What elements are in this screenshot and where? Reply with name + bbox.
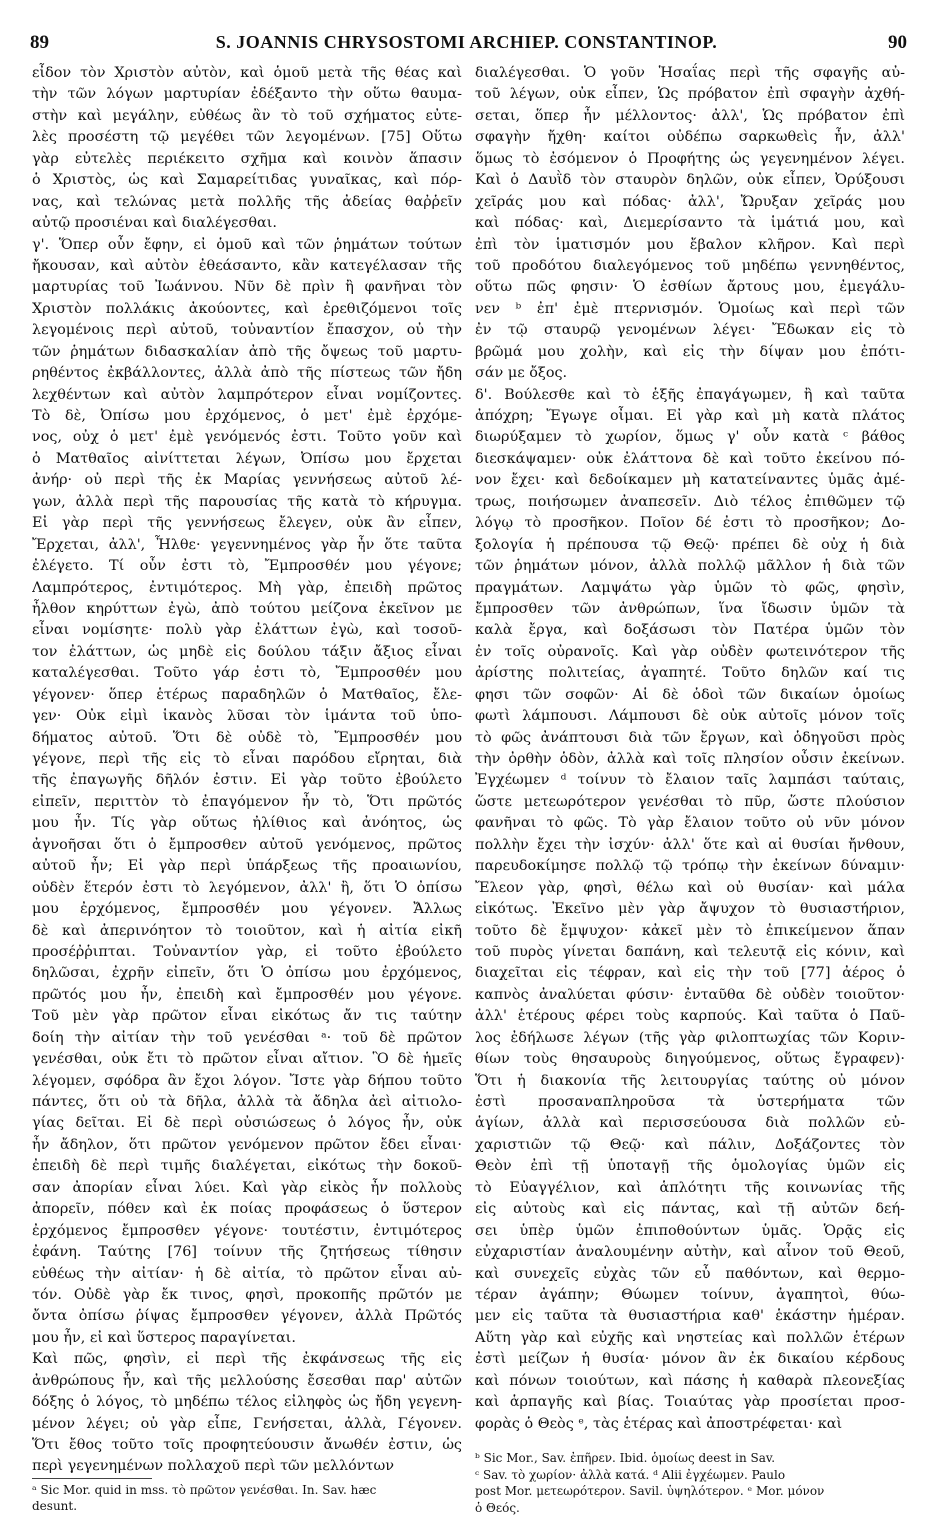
text-line: καὶ πόνων τοιούτων, καὶ πάσης ἡ καθαρὰ πλεονεξίας <box>475 1372 905 1389</box>
page-number-left: 89 <box>30 32 49 53</box>
text-line: νον ἔχει· καὶ δεδοίκαμεν μὴ κατατείναντες ὑμᾶς ἀμέ- <box>475 472 905 489</box>
text-line: ὁ Ματθαῖος αἰνίττεται λέγων, Ὀπίσω μου ἔρχεται <box>32 450 462 467</box>
text-line: Εἰ γὰρ περὶ τῆς γεννήσεως ἔλεγεν, οὐκ ἂν εἶπεν, <box>32 515 462 532</box>
text-line: σεται, ὅπερ ἦν μέλλοντος· ἀλλ', Ὡς πρόβατον ἐπὶ <box>475 107 905 124</box>
text-line: τον ἐλάττων, ὡς μηδὲ εἰς δούλου τάξιν ἄξιος εἶναι <box>32 643 462 660</box>
text-line: Ἐγχέωμεν ᵈ τοίνυν τὸ ἔλαιον ταῖς λαμπάσι ταύταις, <box>475 772 905 789</box>
text-line: σάν με ὄξος. <box>475 365 568 382</box>
text-line: Καὶ πῶς, φησὶν, εἰ περὶ τῆς ἐκφάνσεως τῆς εἰς <box>32 1351 462 1368</box>
text-line: φανῆναι τὸ φῶς. Τὸ γὰρ ἔλαιον τοῦτο οὐ νῦν μόνον <box>475 815 905 832</box>
footnote-rule <box>32 1478 152 1479</box>
text-line: Καὶ ὁ Δαυῒδ τὸν σταυρὸν δηλῶν, οὐκ εἶπεν, Ὀρύξουσι <box>475 172 905 189</box>
text-line: ἤκουσαν, καὶ αὐτὸν ἐθεάσαντο, κἂν κατεγέλασαν τῆς <box>32 257 462 274</box>
text-line: Ὅτι ἔθος τοῦτο τοῖς προφητεύουσιν ἄνωθέν ἐστιν, ὡς <box>32 1437 462 1453</box>
text-line: ὄντα ὀπίσω ῥίψας ἔμπροσθεν γέγονεν, ἀλλὰ Πρῶτός <box>32 1308 462 1325</box>
text-line: ὥστε μετεωρότερον γενέσθαι τὸ πῦρ, ὥστε πλούσιον <box>475 793 905 810</box>
text-line: Λαμπρότερος, ἐντιμότερος. Μὴ γὰρ, ἐπειδὴ πρῶτος <box>32 579 462 596</box>
text-line: Αὕτη γὰρ καὶ εὐχῆς καὶ νηστείας καὶ πολλῶν ἑτέρων <box>475 1329 905 1346</box>
text-line: τοῦ προδότου διαλεγόμενος τοῦ μηδέπω γεννηθέντος, <box>475 257 905 274</box>
text-line: τοῦ πυρὸς γίνεται δαπάνη, καὶ τελευτᾷ εἰς κόνιν, καὶ <box>475 943 905 960</box>
text-line: Θεὸν ἐπὶ τῇ ὑποταγῇ τῆς ὁμολογίας ὑμῶν εἰς <box>475 1158 905 1175</box>
text-line: περὶ γεγενημένων πολλαχοῦ περὶ τῶν μελλόντων <box>32 1458 394 1475</box>
footnotes-right <box>475 1450 905 1516</box>
text-line: νος, οὐχ ὁ μετ' ἐμὲ γενόμενός ἐστι. Τοῦτο γοῦν καὶ <box>32 429 462 446</box>
text-line: λὲς προσέστη τῷ μεγέθει τῶν λεγομένων. [75] Οὕτω <box>32 129 462 146</box>
text-line: ρηθέντος ἐκβάλλοντες, ἀλλὰ ἀπὸ τῆς πίστεως τῶν ἤδη <box>32 365 462 382</box>
text-line: ἐλέγετο. Τί οὖν ἐστι τὸ, Ἔμπροσθέν μου γέγονε; <box>32 558 462 575</box>
text-line: πολλὴν ἔχει τὴν ἰσχύν· ἀλλ' ὅτε καὶ αἱ θυσίαι ἤνθουν, <box>475 836 905 853</box>
text-line: τῶν ῥημάτων διδασκαλίαν ἀπὸ τῆς ὄψεως τοῦ μαρτυ- <box>32 343 462 360</box>
text-line: εἶδον τὸν Χριστὸν αὐτὸν, καὶ ὁμοῦ μετὰ τῆς θέας καὶ <box>32 65 462 81</box>
text-line: μου ἐρχόμενος, ἔμπροσθέν μου γέγονεν. Ἄλλως <box>32 901 462 918</box>
text-line: ἦλθον κηρύττων ἐγὼ, ἀπὸ τούτου μείζονα ἐκεῖνον με <box>32 600 462 617</box>
text-line: γ'. Ὅπερ οὖν ἔφην, εἰ ὁμοῦ καὶ τῶν ῥημάτων τούτων <box>32 236 462 253</box>
text-line: φησι τῶν σοφῶν· Αἱ δὲ ὁδοὶ τῶν δικαίων ὁμοίως <box>475 686 905 703</box>
text-line: τῶν ῥημάτων μόνον, ἀλλὰ πολλῷ μᾶλλον ἡ διὰ τῶν <box>475 558 905 575</box>
footnote-line: post Mor. μετεωρότερον. Savil. ὑψηλότερον. ᵉ Mor. μόνον <box>475 1484 825 1498</box>
text-line: τὸ Εὐαγγέλιον, καὶ ἁπλότητι τῆς κοινωνίας τῆς <box>475 1179 905 1196</box>
right-column <box>475 63 905 1435</box>
text-line: αὐτοῦ ἦν; Εἰ γὰρ περὶ ὑπάρξεως τῆς προαιωνίου, <box>32 858 462 875</box>
text-line: καὶ συνεχεῖς εὐχὰς τῶν εὖ παθόντων, καὶ θερμο- <box>475 1265 905 1282</box>
text-line: γέγονε, περὶ τῆς εἰς τὸ εἶναι παρόδου εἴρηται, διὰ <box>32 751 462 767</box>
text-line: βρῶμά μου χολὴν, καὶ εἰς τὴν δίψαν μου ἐπότι- <box>475 343 905 360</box>
text-line: προσέῤῥιπται. Τοὐναντίον γὰρ, εἰ τοῦτο ἐβούλετο <box>32 943 462 960</box>
text-line: ἐφάνη. Ταύτης [76] τοίνυν τῆς ζητήσεως τίθησιν <box>32 1244 462 1261</box>
text-line: μένον λέγει; οὐ γὰρ εἶπε, Γενήσεται, ἀλλὰ, Γέγονεν. <box>32 1415 462 1432</box>
text-line: λεγομένοις περὶ αὐτοῦ, τοὐναντίον ἔπασχον, οὐ τὴν <box>32 322 462 339</box>
text-line: ἦν ἄδηλον, ὅτι πρῶτον γενόμενον πρῶτον ἔδει εἶναι· <box>32 1136 462 1153</box>
text-line: γενέσθαι, οὐκ ἔτι τὸ πρῶτον εἶναι αἴτιον. Ὃ δὲ ἡμεῖς <box>32 1051 462 1068</box>
text-line: μαρτυρίας τοῦ Ἰωάννου. Νῦν δὲ πρὶν ἢ φανῆναι τὸν <box>32 279 462 296</box>
text-line: ἐν τοῖς οὐρανοῖς. Καὶ γὰρ οὐδὲν φωτεινότερον τῆς <box>475 643 905 660</box>
text-line: εὐθέως τὴν αἰτίαν· ἡ δὲ αἰτία, τὸ πρῶτον εἶναι αὐ- <box>32 1265 462 1282</box>
footnote-line: ὁ Θεός. <box>475 1500 520 1515</box>
text-line: τοῦτο δὲ ἔμψυχον· κἀκεῖ μὲν τὸ ἐπικείμενον ἅπαν <box>475 922 905 939</box>
text-line: δήματος αὐτοῦ. Ὅτι δὲ οὐδὲ τὸ, Ἔμπροσθέν μου <box>32 729 462 746</box>
text-line: Τοῦ μὲν γὰρ πρῶτον εἶναι εἰκότως ἄν τις ταύτην <box>32 1008 462 1025</box>
footnote-line: desunt. <box>32 1499 78 1513</box>
text-line: Ἔλεον γὰρ, φησὶ, θέλω καὶ οὐ θυσίαν· καὶ μάλα <box>475 879 905 896</box>
text-line: ἀλλ' ἑτέρους φέρει τοὺς καρπούς. Καὶ ταῦτα ὁ Παῦ- <box>475 1008 905 1025</box>
text-line: Χριστὸν πολλάκις ἀκούοντες, καὶ ἐρεθιζόμενοι τοῖς <box>32 300 462 317</box>
running-title: S. JOANNIS CHRYSOSTOMI ARCHIEP. CONSTANTINOP. <box>215 32 718 52</box>
text-line: διαχεῖται εἰς τέφραν, καὶ εἰς τὴν τοῦ [77] ἀέρος ὁ <box>475 965 905 982</box>
text-line: νας, καὶ τελώνας μετὰ πολλῆς τῆς ἀδείας θαῤῥεῖν <box>32 193 462 210</box>
text-line: δηλῶσαι, ἐχρῆν εἰπεῖν, ὅτι Ὁ ὀπίσω μου ἐρχόμενος, <box>32 965 462 982</box>
text-line: ἁγίων, ἀλλὰ καὶ περισσεύουσα διὰ πολλῶν εὐ- <box>475 1115 905 1132</box>
text-line: πάντες, ὅτι οὐ τὰ δῆλα, ἀλλὰ τὰ ἄδηλα ἀεὶ αἰτιολο- <box>32 1094 462 1110</box>
text-line: οὕτω πῶς φησιν· Ὁ ἐσθίων ἄρτους μου, ἐμεγάλυ- <box>475 279 905 296</box>
text-line: εἰπεῖν, περιττὸν τὸ ἐπαγόμενον ἦν τὸ, Ὅτι πρῶτός <box>32 793 462 810</box>
footnotes-left <box>32 1482 462 1514</box>
text-line: σει ὑπὲρ ὑμῶν ἐπιποθούντων ὑμᾶς. Ὁρᾷς εἰς <box>475 1222 905 1239</box>
text-line: ἐν τῷ σταυρῷ γενομένων λέγει· Ἔδωκαν εἰς τὸ <box>475 322 905 339</box>
text-line: ἐπὶ τὸν ἱματισμόν μου ἔβαλον κλῆρον. Καὶ περὶ <box>475 236 905 253</box>
text-line: γὰρ εὐτελὲς περιέκειτο σχῆμα καὶ κοινὸν ἅπασιν <box>32 150 462 167</box>
footnote-line: ᵇ Sic Mor., Sav. ἐπῆρεν. Ibid. ὁμοίως deest in Sav. <box>475 1451 776 1465</box>
text-line: αὐτῷ προσιέναι καὶ διαλέγεσθαι. <box>32 215 277 232</box>
text-line: φορὰς ὁ Θεὸς ᵉ, τὰς ἑτέρας καὶ ἀποστρέφεται· καὶ <box>475 1415 843 1432</box>
text-line: οὐδὲν ἕτερόν ἐστι τὸ λεγόμενον, ἀλλ' ἢ, ὅτι Ὁ ὀπίσω <box>32 879 462 896</box>
text-line: καλὰ ἔργα, καὶ δοξάσωσι τὸν Πατέρα ὑμῶν τὸν <box>475 622 905 639</box>
footnote-line: ᶜ Sav. τὸ χωρίον· ἀλλὰ κατά. ᵈ Alii ἐγχέωμεν. Paulo <box>475 1467 786 1482</box>
text-line: δ'. Βούλεσθε καὶ τὸ ἑξῆς ἐπαγάγωμεν, ἢ καὶ ταῦτα <box>475 386 905 403</box>
text-line: τὴν ὀρθὴν ὁδὸν, ἀλλὰ καὶ τοῖς πλησίον οὖσιν ἐκείνων. <box>475 751 905 767</box>
text-line: ἀπόχρη; Ἔγωγε οἶμαι. Εἰ γὰρ καὶ μὴ κατὰ πλάτος <box>475 408 905 424</box>
text-line: ὁ Χριστὸς, ὡς καὶ Σαμαρείτιδας γυναῖκας, καὶ πόρ- <box>32 172 462 189</box>
text-line: στὴν καὶ μεγάλην, εὐθέως ἂν τὸ τοῦ σχήματος εὐτε- <box>32 107 462 124</box>
text-line: τῆς ἐπαγωγῆς δῆλόν ἐστιν. Εἰ γὰρ τοῦτο ἐβούλετο <box>32 772 462 789</box>
text-line: χαριστιῶν τῷ Θεῷ· καὶ πάλιν, Δοξάζοντες τὸν <box>475 1136 905 1153</box>
text-line: λος ἐδήλωσε λέγων (τῆς γὰρ φιλοπτωχίας τῶν Κοριν- <box>475 1029 905 1046</box>
text-line: καπνὸς ἀναλύεται φύσιν· ἐνταῦθα δὲ οὐδὲν τοιοῦτον· <box>475 986 905 1003</box>
text-line: ὅμως τὸ ἐσόμενον ὁ Προφήτης ὡς γεγενημένον λέγει. <box>475 150 905 167</box>
text-line: πρῶτός μου ἦν, ἐπειδὴ καὶ ἔμπροσθέν μου γέγονε. <box>32 986 462 1003</box>
text-line: ξολογία ἡ πρέπουσα τῷ Θεῷ· πρέπει δὲ οὐχ ἡ διὰ <box>475 536 905 553</box>
text-line: γίας δεῖται. Εἰ δὲ περὶ οὐσιώσεως ὁ λόγος ἦν, οὐκ <box>32 1115 462 1132</box>
footnote-line: ᵃ Sic Mor. quid in mss. τὸ πρῶτον γενέσθαι. In. Sav. hæc <box>32 1483 377 1497</box>
text-line: ἀπορεῖν, πόθεν καὶ ἐκ ποίας προφάσεως ὁ ὕστερον <box>32 1201 462 1218</box>
text-line: ἀγνοῆσαι ὅτι ὁ ἔμπροσθεν αὐτοῦ γενόμενος, πρῶτος <box>32 836 462 853</box>
text-line: ἐστὶ προσαναπληροῦσα τὰ ὑστερήματα τῶν <box>475 1094 905 1110</box>
text-line: καὶ πόδας· καὶ, Διεμερίσαντο τὰ ἱμάτιά μου, καὶ <box>475 215 905 232</box>
page-header <box>0 0 933 54</box>
text-line: ἐπειδὴ δὲ περὶ τιμῆς διαλέγεται, εἰκότως τὴν δοκοῦ- <box>32 1158 462 1175</box>
text-line: ἔμπροσθεν τῶν ἀνθρώπων, ἵνα ἴδωσιν ὑμῶν τὰ <box>475 600 905 617</box>
text-line: τέραν ἀγάπην; Θύωμεν τοίνυν, ἀγαπητοὶ, θύω- <box>475 1286 905 1303</box>
text-line: χεῖράς μου καὶ πόδας· ἀλλ', Ὤρυξαν χεῖράς μου <box>475 193 905 210</box>
left-column <box>32 63 462 1478</box>
text-line: σαν ἀπορίαν εἶναι λύει. Καὶ γὰρ εἰκὸς ἦν πολλοὺς <box>32 1179 462 1196</box>
text-line: θίων τοὺς θησαυροὺς διηγούμενος, οὕτως ἔγραφεν)· <box>475 1051 905 1068</box>
text-line: δόξης ὁ λόγος, τὸ μηδέπω τέλος εἰληφὸς ὡς ἤδη γεγενη- <box>32 1394 462 1411</box>
text-line: δοίη τὴν αἰτίαν τὴν τοῦ γενέσθαι ᵃ· τοῦ δὲ πρῶτον <box>32 1029 462 1046</box>
text-line: πραγμάτων. Λαμψάτω γὰρ ὑμῶν τὸ φῶς, φησὶν, <box>475 579 905 596</box>
text-line: γων, ἀλλὰ περὶ τῆς παρουσίας τῆς κατὰ τὸ κήρυγμα. <box>32 493 462 510</box>
text-line: σφαγὴν ἤχθη· καίτοι οὐδέπω σαρκωθεὶς ἦν, ἀλλ' <box>475 129 905 146</box>
text-line: λέγομεν, σφόδρα ἂν ἔχοι λόγον. Ἴστε γὰρ δήπου τοῦτο <box>32 1072 462 1089</box>
text-line: διωρύξαμεν τὸ χωρίον, ὅμως γ' οὖν κατὰ ᶜ βάθος <box>475 429 905 446</box>
text-line: τρως, ποιήσωμεν ἀναπεσεῖν. Διὸ τέλος ἐπιθῶμεν τῷ <box>475 493 905 510</box>
text-line: τὴν τῶν λόγων μαρτυρίαν ἐδέξαντο τὴν οὕτω θαυμα- <box>32 86 462 103</box>
text-line: γέγονεν· ὅπερ ἑτέρως παραδηλῶν ὁ Ματθαῖος, ἔλε- <box>32 686 462 703</box>
text-line: τόν. Οὐδὲ γὰρ ἔκ τινος, φησὶ, προκοπῆς πρῶτόν με <box>32 1286 462 1303</box>
text-line: φωτὶ λάμπουσι. Λάμπουσι δὲ οὐκ αὐτοῖς μόνον τοῖς <box>475 708 905 725</box>
text-line: ἐστὶ μείζων ἡ θυσία· μόνον ἂν ἐκ δικαίου κέρδους <box>475 1351 905 1368</box>
text-line: ἐρχόμενος ἔμπροσθεν γέγονε· τουτέστιν, ἐντιμότερος <box>32 1222 462 1239</box>
text-line: ἀνήρ· οὐ περὶ τῆς ἐκ Μαρίας γεννήσεως αὐτοῦ λέ- <box>32 472 462 489</box>
text-line: δὲ καὶ ἀπερινόητον τὸ τοιοῦτον, καὶ ἡ αἰτία εἰκῆ <box>32 922 462 939</box>
text-line: Ἔρχεται, ἀλλ', Ἦλθε· γεγεννημένος γὰρ ἦν ὅτε ταῦτα <box>32 536 462 553</box>
text-line: τοῦ λέγων, οὐκ εἶπεν, Ὡς πρόβατον ἐπὶ σφαγὴν ἀχθή- <box>475 86 905 103</box>
text-line: παρευδοκίμησε πολλῷ τῷ τρόπῳ τὴν ἐκείνων δύναμιν· <box>475 858 905 875</box>
text-line: μεν εἰς ταῦτα τὰ θυσιαστήρια καθ' ἑκάστην ἡμέραν. <box>475 1308 905 1325</box>
text-line: καταλέγεσθαι. Τοῦτο γάρ ἐστι τὸ, Ἔμπροσθέν μου <box>32 665 462 682</box>
text-line: εἰς αὐτοὺς καὶ εἰς πάντας, καὶ τῇ αὐτῶν δεή- <box>475 1201 905 1218</box>
text-line: μου ἦν, εἰ καὶ ὕστερος παραγίνεται. <box>32 1329 296 1346</box>
text-line: καὶ ἁρπαγῆς καὶ βίας. Τοιαύτας γὰρ προσίεται προσ- <box>475 1394 905 1411</box>
text-line: εἶναι νομίσητε· πολὺ γὰρ ἐλάττων ἐγὼ, καὶ τοσοῦ- <box>32 622 462 639</box>
page-number-right: 90 <box>888 32 907 53</box>
text-line: ἀνθρώπους ἦν, καὶ τῆς μελλούσης ἔσεσθαι παρ' αὐτῶν <box>32 1372 462 1389</box>
text-line: λόγῳ τὸ προσῆκον. Ποῖον δέ ἐστι τὸ προσῆκον; Δο- <box>475 515 905 532</box>
text-line: Ὅτι ἡ διακονία τῆς λειτουργίας ταύτης οὐ μόνον <box>475 1072 905 1089</box>
text-line: τὸ φῶς ἀνάπτουσι διὰ τῶν ἔργων, καὶ ὁδηγοῦσι πρὸς <box>475 729 905 746</box>
text-line: λεχθέντων καὶ αὐτὸν λαμπρότερον εἶναι νομίζοντες. <box>32 386 462 403</box>
text-line: νεν ᵇ ἐπ' ἐμὲ πτερνισμόν. Ὁμοίως καὶ περὶ τῶν <box>475 300 905 317</box>
text-line: γεν· Οὐκ εἰμὶ ἱκανὸς λῦσαι τὸν ἱμάντα τοῦ ὑπο- <box>32 708 462 725</box>
text-line: διεσκάψαμεν· οὐκ ἐλάττονα δὲ καὶ τοῦτο ἐκείνου πό- <box>475 450 905 467</box>
text-line: μου ἦν. Τίς γὰρ οὕτως ἠλίθιος καὶ ἀνόητος, ὡς <box>32 815 462 832</box>
text-line: Τὸ δὲ, Ὀπίσω μου ἐρχόμενος, ὁ μετ' ἐμὲ ἐρχόμε- <box>32 408 462 424</box>
text-line: εἰκότως. Ἐκεῖνο μὲν γὰρ ἄψυχον τὸ θυσιαστήριον, <box>475 901 905 918</box>
text-line: ἀρίστης πολιτείας, ἀγαπητέ. Τοῦτο δηλῶν καί τις <box>475 665 905 682</box>
text-line: διαλέγεσθαι. Ὁ γοῦν Ἡσαΐας περὶ τῆς σφαγῆς αὐ- <box>475 65 905 81</box>
text-line: εὐχαριστίαν ἀναλουμένην αὐτὴν, καὶ αἶνον τοῦ Θεοῦ, <box>475 1244 905 1261</box>
